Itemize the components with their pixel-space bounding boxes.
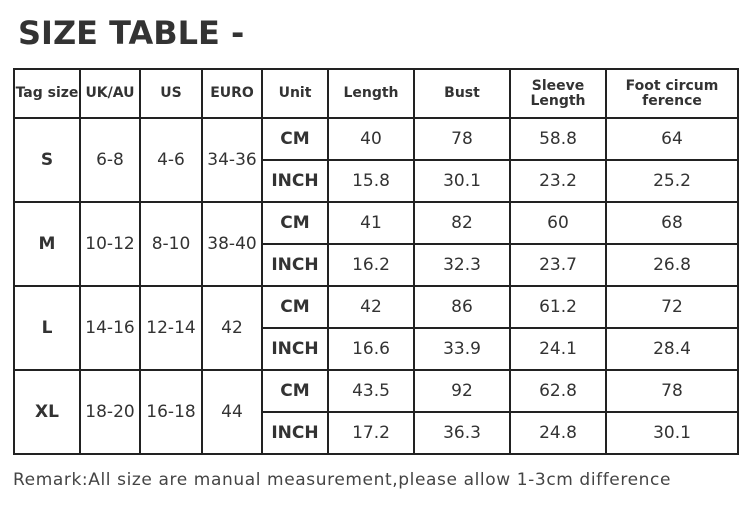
page-title: SIZE TABLE - <box>18 14 245 52</box>
bust-cell: 82 <box>414 202 510 244</box>
tag-size-cell: S <box>14 118 80 202</box>
unit-cell: CM <box>262 286 328 328</box>
unit-cell: INCH <box>262 160 328 202</box>
uk-au-cell: 18-20 <box>80 370 140 454</box>
unit-cell: CM <box>262 118 328 160</box>
foot-circumference-cell: 64 <box>606 118 738 160</box>
bust-cell: 30.1 <box>414 160 510 202</box>
length-cell: 17.2 <box>328 412 414 454</box>
header-uk-au: UK/AU <box>80 69 140 118</box>
header-bust: Bust <box>414 69 510 118</box>
sleeve-length-cell: 23.7 <box>510 244 606 286</box>
us-cell: 12-14 <box>140 286 202 370</box>
foot-circumference-cell: 28.4 <box>606 328 738 370</box>
length-cell: 43.5 <box>328 370 414 412</box>
tag-size-cell: L <box>14 286 80 370</box>
length-cell: 41 <box>328 202 414 244</box>
length-cell: 42 <box>328 286 414 328</box>
uk-au-cell: 10-12 <box>80 202 140 286</box>
header-length: Length <box>328 69 414 118</box>
header-sleeve-length: Sleeve Length <box>510 69 606 118</box>
length-cell: 15.8 <box>328 160 414 202</box>
sleeve-length-cell: 24.8 <box>510 412 606 454</box>
length-cell: 40 <box>328 118 414 160</box>
bust-cell: 78 <box>414 118 510 160</box>
sleeve-length-cell: 60 <box>510 202 606 244</box>
remark-text: Remark:All size are manual measurement,please allow 1-3cm difference <box>13 470 672 490</box>
foot-circumference-cell: 78 <box>606 370 738 412</box>
unit-cell: INCH <box>262 412 328 454</box>
header-tag-size: Tag size <box>14 69 80 118</box>
foot-circumference-cell: 68 <box>606 202 738 244</box>
euro-cell: 38-40 <box>202 202 262 286</box>
table-row <box>14 370 738 412</box>
table-row <box>14 286 738 328</box>
table-row <box>14 118 738 160</box>
uk-au-cell: 6-8 <box>80 118 140 202</box>
euro-cell: 44 <box>202 370 262 454</box>
sleeve-length-cell: 23.2 <box>510 160 606 202</box>
header-foot-circumference: Foot circum ference <box>606 69 738 118</box>
size-table <box>13 68 739 455</box>
bust-cell: 32.3 <box>414 244 510 286</box>
sleeve-length-cell: 58.8 <box>510 118 606 160</box>
tag-size-cell: M <box>14 202 80 286</box>
table-row <box>14 202 738 244</box>
bust-cell: 86 <box>414 286 510 328</box>
header-unit: Unit <box>262 69 328 118</box>
foot-circumference-cell: 25.2 <box>606 160 738 202</box>
foot-circumference-cell: 72 <box>606 286 738 328</box>
us-cell: 8-10 <box>140 202 202 286</box>
foot-circumference-cell: 30.1 <box>606 412 738 454</box>
header-row <box>14 69 738 118</box>
unit-cell: CM <box>262 202 328 244</box>
unit-cell: INCH <box>262 328 328 370</box>
header-us: US <box>140 69 202 118</box>
sleeve-length-cell: 62.8 <box>510 370 606 412</box>
tag-size-cell: XL <box>14 370 80 454</box>
bust-cell: 36.3 <box>414 412 510 454</box>
length-cell: 16.6 <box>328 328 414 370</box>
bust-cell: 33.9 <box>414 328 510 370</box>
sleeve-length-cell: 61.2 <box>510 286 606 328</box>
euro-cell: 42 <box>202 286 262 370</box>
header-euro: EURO <box>202 69 262 118</box>
sleeve-length-cell: 24.1 <box>510 328 606 370</box>
bust-cell: 92 <box>414 370 510 412</box>
euro-cell: 34-36 <box>202 118 262 202</box>
us-cell: 4-6 <box>140 118 202 202</box>
us-cell: 16-18 <box>140 370 202 454</box>
unit-cell: CM <box>262 370 328 412</box>
uk-au-cell: 14-16 <box>80 286 140 370</box>
unit-cell: INCH <box>262 244 328 286</box>
length-cell: 16.2 <box>328 244 414 286</box>
foot-circumference-cell: 26.8 <box>606 244 738 286</box>
